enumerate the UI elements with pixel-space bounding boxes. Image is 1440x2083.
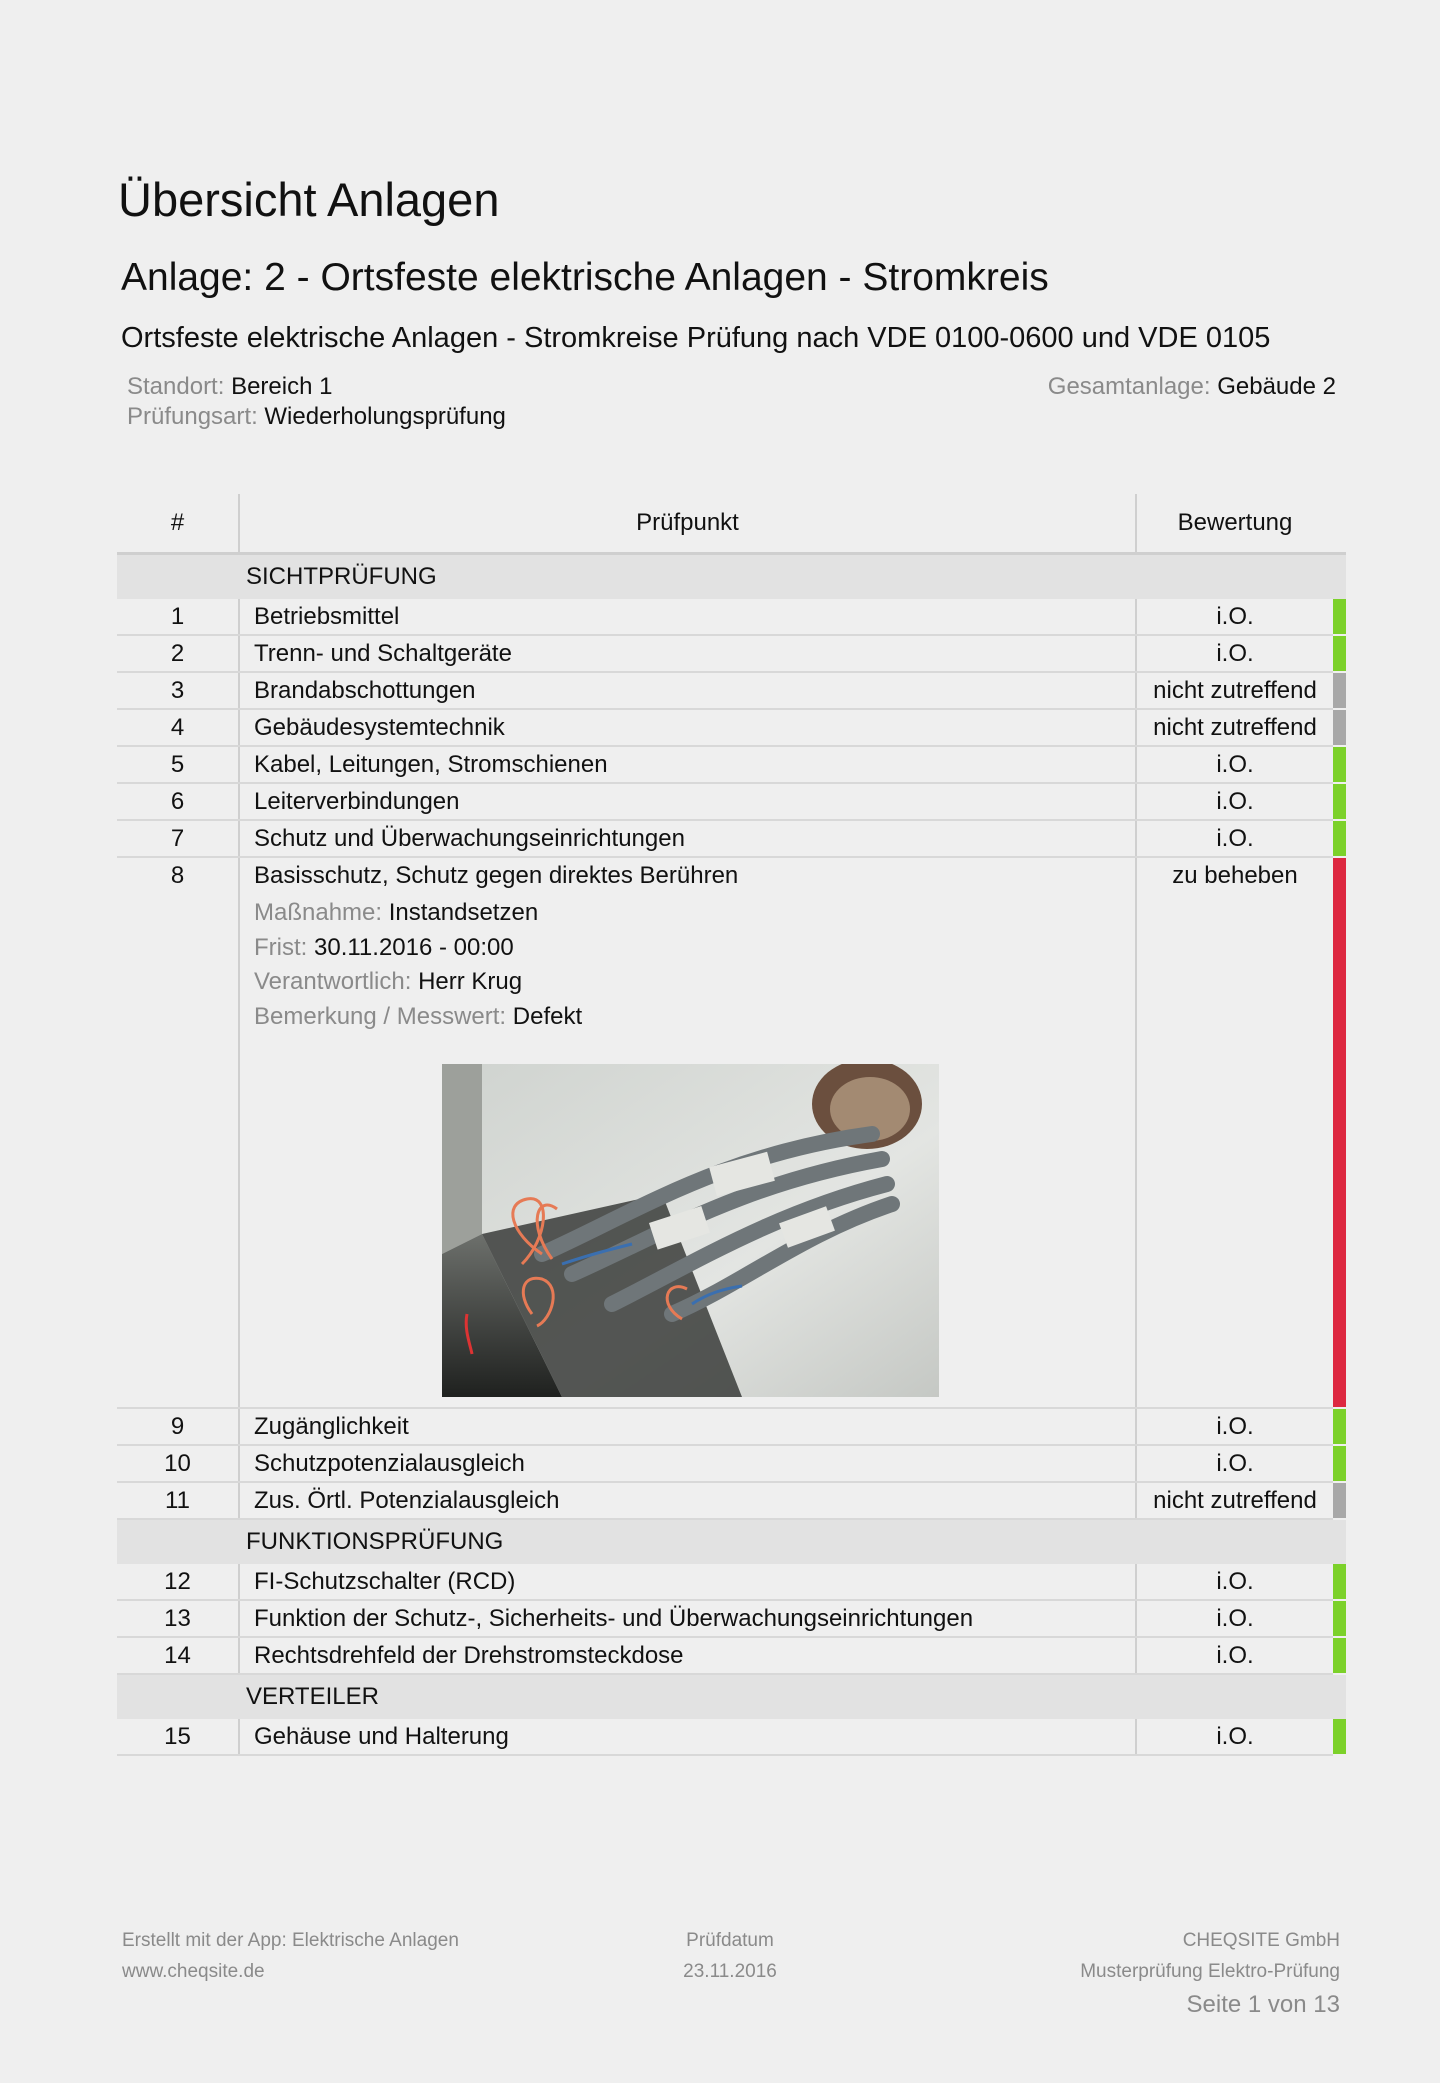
row-number: 15 <box>117 1719 239 1755</box>
page-number: Seite 1 von 13 <box>1186 1991 1340 2018</box>
row-rating: i.O. <box>1136 746 1333 783</box>
table-row <box>117 672 1346 709</box>
status-bar <box>1333 783 1346 820</box>
row-number: 3 <box>117 672 239 709</box>
row-rating: i.O. <box>1136 1408 1333 1445</box>
footer-company: CHEQSITE GmbH <box>1182 1930 1340 1951</box>
status-bar <box>1333 1408 1346 1445</box>
status-bar <box>1333 1637 1346 1674</box>
status-bar <box>1333 1564 1346 1600</box>
verantwortlich-label: Verantwortlich: <box>254 968 412 995</box>
row-detail-cell <box>239 857 1136 1408</box>
row-text: Betriebsmittel <box>239 599 1136 635</box>
table-row <box>117 1408 1346 1445</box>
status-bar <box>1333 599 1346 635</box>
defect-details <box>254 896 1135 1034</box>
footer-project: Musterprüfung Elektro-Prüfung <box>1080 1961 1340 1982</box>
row-text: Gebäudesystemtechnik <box>239 709 1136 746</box>
anlage-title: Anlage: 2 - Ortsfeste elektrische Anlagen - Stromkreis <box>121 256 1049 299</box>
pruefungsart-label: Prüfungsart: <box>127 403 258 430</box>
status-bar <box>1333 820 1346 857</box>
row-text: Leiterverbindungen <box>239 783 1136 820</box>
table-row <box>117 1445 1346 1482</box>
row-number: 7 <box>117 820 239 857</box>
row-number: 9 <box>117 1408 239 1445</box>
row-rating: nicht zutreffend <box>1136 672 1333 709</box>
table-row <box>117 820 1346 857</box>
row-number: 14 <box>117 1637 239 1674</box>
row-rating: i.O. <box>1136 1445 1333 1482</box>
pruefungsart-value: Wiederholungsprüfung <box>264 403 506 430</box>
massnahme-value: Instandsetzen <box>388 899 539 926</box>
table-row <box>117 783 1346 820</box>
row-rating: nicht zutreffend <box>1136 1482 1333 1519</box>
table-row <box>117 1637 1346 1674</box>
frist-label: Frist: <box>254 933 308 961</box>
table-row <box>117 1564 1346 1600</box>
status-bar <box>1333 1719 1346 1755</box>
row-number: 1 <box>117 599 239 635</box>
bemerkung-label: Bemerkung / Messwert: <box>254 1002 507 1030</box>
table-row <box>117 746 1346 783</box>
section-row <box>117 1519 1346 1564</box>
row-rating: i.O. <box>1136 1719 1333 1755</box>
status-bar <box>1333 746 1346 783</box>
bemerkung-value: Defekt <box>512 1002 583 1030</box>
col-num-header: # <box>117 494 239 554</box>
page-title: Übersicht Anlagen <box>118 173 500 226</box>
row-text: Zus. Örtl. Potenzialausgleich <box>239 1482 1136 1519</box>
status-bar <box>1333 1600 1346 1637</box>
row-text: Gehäuse und Halterung <box>239 1719 1136 1755</box>
footer-date-label: Prüfdatum <box>686 1930 774 1951</box>
footer-website: www.cheqsite.de <box>122 1961 265 1982</box>
section-row <box>117 1674 1346 1719</box>
table-row <box>117 599 1346 635</box>
checks-table <box>117 494 1346 1756</box>
standort-label: Standort: <box>127 373 225 400</box>
row-text: Schutzpotenzialausgleich <box>239 1445 1136 1482</box>
standort-meta <box>127 373 332 401</box>
row-number: 2 <box>117 635 239 672</box>
table-row <box>117 1600 1346 1637</box>
row-text: Zugänglichkeit <box>239 1408 1136 1445</box>
row-text: Schutz und Überwachungseinrichtungen <box>239 820 1136 857</box>
row-text: Kabel, Leitungen, Stromschienen <box>239 746 1136 783</box>
status-bar <box>1333 1445 1346 1482</box>
footer-created: Erstellt mit der App: Elektrische Anlagen <box>122 1930 459 1951</box>
row-rating: nicht zutreffend <box>1136 709 1333 746</box>
row-text: Rechtsdrehfeld der Drehstromsteckdose <box>239 1637 1136 1674</box>
table-row <box>117 1482 1346 1519</box>
status-bar <box>1333 709 1346 746</box>
table-row <box>117 1719 1346 1755</box>
section-row <box>117 554 1346 600</box>
massnahme-label: Maßnahme: <box>254 899 383 926</box>
status-bar <box>1333 857 1346 1408</box>
row-text: Brandabschottungen <box>239 672 1136 709</box>
row-number: 11 <box>117 1482 239 1519</box>
status-bar <box>1333 1482 1346 1519</box>
row-rating: i.O. <box>1136 1564 1333 1600</box>
pruefungsart-meta <box>127 403 506 431</box>
footer-date-value: 23.11.2016 <box>683 1961 777 1982</box>
row-rating: i.O. <box>1136 1600 1333 1637</box>
row-text: Funktion der Schutz-, Sicherheits- und Überwachungseinrichtungen <box>239 1600 1136 1637</box>
defect-photo-image <box>442 1064 939 1397</box>
gesamtanlage-label: Gesamtanlage: <box>1047 373 1211 400</box>
section-title: VERTEILER <box>239 1674 1346 1719</box>
section-title: SICHTPRÜFUNG <box>239 554 1346 600</box>
row-rating: i.O. <box>1136 783 1333 820</box>
table-row <box>117 635 1346 672</box>
defect-photo <box>442 1064 939 1397</box>
row-text: FI-Schutzschalter (RCD) <box>239 1564 1136 1600</box>
row-number: 12 <box>117 1564 239 1600</box>
row-number: 6 <box>117 783 239 820</box>
gesamtanlage-value: Gebäude 2 <box>1217 373 1336 400</box>
row-text: Basisschutz, Schutz gegen direktes Berühren <box>254 862 739 889</box>
table-header <box>117 494 1346 554</box>
row-rating: i.O. <box>1136 1637 1333 1674</box>
row-number: 10 <box>117 1445 239 1482</box>
gesamtanlage-meta <box>1048 373 1336 401</box>
col-point-header: Prüfpunkt <box>239 494 1136 554</box>
row-number: 4 <box>117 709 239 746</box>
table-row <box>117 857 1346 1408</box>
row-number: 5 <box>117 746 239 783</box>
col-rating-header: Bewertung <box>1136 494 1333 554</box>
table-row <box>117 709 1346 746</box>
standort-value: Bereich 1 <box>231 373 333 400</box>
row-text: Trenn- und Schaltgeräte <box>239 635 1136 672</box>
status-bar <box>1333 635 1346 672</box>
row-rating: i.O. <box>1136 820 1333 857</box>
row-number: 13 <box>117 1600 239 1637</box>
row-rating: i.O. <box>1136 599 1333 635</box>
row-rating: zu beheben <box>1136 857 1333 1408</box>
status-bar <box>1333 672 1346 709</box>
pruefung-title: Ortsfeste elektrische Anlagen - Stromkreise Prüfung nach VDE 0100-0600 und VDE 0105 <box>121 322 1271 354</box>
row-number: 8 <box>117 857 239 1408</box>
frist-value: 30.11.2016 - 00:00 <box>314 933 514 961</box>
verantwortlich-value: Herr Krug <box>418 968 523 995</box>
row-rating: i.O. <box>1136 635 1333 672</box>
section-title: FUNKTIONSPRÜFUNG <box>239 1519 1346 1564</box>
